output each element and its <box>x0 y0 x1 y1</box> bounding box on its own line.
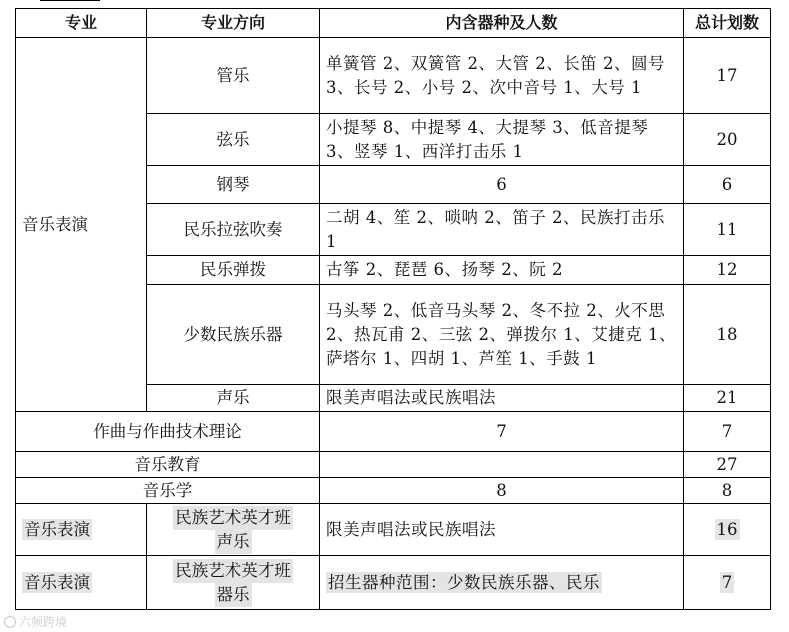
header-direction: 专业方向 <box>147 9 320 38</box>
table-row <box>16 412 771 452</box>
major-cell: 音乐表演 <box>16 38 147 412</box>
direction-cell: 民乐拉弦吹奏 <box>147 204 320 256</box>
table-row <box>16 38 771 114</box>
enrollment-plan-table <box>15 8 771 610</box>
total-cell <box>684 504 771 556</box>
direction-cell <box>147 556 320 610</box>
header-major: 专业 <box>16 9 147 38</box>
direction-line2: 器乐 <box>215 583 252 607</box>
instruments-cell: 6 <box>320 166 684 204</box>
total-cell: 8 <box>684 478 771 504</box>
table-row <box>16 504 771 556</box>
direction-line1: 民族艺术英才班 <box>173 506 293 530</box>
instruments-cell <box>320 556 684 610</box>
total-cell: 20 <box>684 114 771 166</box>
instruments-cell: 小提琴 8、中提琴 4、大提琴 3、低音提琴 3、竖琴 1、西洋打击乐 1 <box>320 114 684 166</box>
header-total: 总计划数 <box>684 9 771 38</box>
total-cell: 21 <box>684 385 771 412</box>
instruments-cell: 二胡 4、笙 2、唢呐 2、笛子 2、民族打击乐 1 <box>320 204 684 256</box>
instruments-cell <box>320 452 684 478</box>
table-row <box>16 478 771 504</box>
watermark-text: 六频跨境 <box>19 615 68 629</box>
total-cell: 12 <box>684 256 771 285</box>
instruments-cell: 古筝 2、琵琶 6、扬琴 2、阮 2 <box>320 256 684 285</box>
direction-cell: 管乐 <box>147 38 320 114</box>
direction-line2: 声乐 <box>215 530 252 554</box>
major-cell <box>16 556 147 610</box>
major-cell: 音乐教育 <box>16 452 320 478</box>
major-label: 音乐表演 <box>24 572 90 592</box>
total-cell: 17 <box>684 38 771 114</box>
direction-cell: 少数民族乐器 <box>147 285 320 385</box>
total-cell: 6 <box>684 166 771 204</box>
instruments-cell: 8 <box>320 478 684 504</box>
direction-cell <box>147 504 320 556</box>
header-instruments: 内含器种及人数 <box>320 9 684 38</box>
instruments-cell: 单簧管 2、双簧管 2、大管 2、长笛 2、圆号 3、长号 2、小号 2、次中音号 1、大号 1 <box>320 38 684 114</box>
direction-line1: 民族艺术英才班 <box>173 559 293 583</box>
total-value: 16 <box>716 519 738 539</box>
major-cell <box>16 504 147 556</box>
table-row <box>16 452 771 478</box>
instruments-cell: 7 <box>320 412 684 452</box>
total-value: 7 <box>721 572 733 592</box>
table-row <box>16 556 771 610</box>
instruments-cell: 限美声唱法或民族唱法 <box>320 385 684 412</box>
header-row <box>16 9 771 38</box>
total-cell: 7 <box>684 412 771 452</box>
instruments-cell: 马头琴 2、低音马头琴 2、冬不拉 2、火不思 2、热瓦甫 2、三弦 2、弹拨尔 1、艾捷克 1、萨塔尔 1、四胡 1、芦笙 1、手鼓 1 <box>320 285 684 385</box>
major-cell: 音乐学 <box>16 478 320 504</box>
total-cell: 18 <box>684 285 771 385</box>
watermark <box>4 613 67 630</box>
instruments-value: 招生器种范围：少数民族乐器、民乐 <box>328 572 600 592</box>
instruments-cell: 限美声唱法或民族唱法 <box>320 504 684 556</box>
watermark-logo-icon <box>4 616 16 628</box>
major-label: 音乐表演 <box>24 519 90 539</box>
total-cell: 27 <box>684 452 771 478</box>
total-cell <box>684 556 771 610</box>
total-cell: 11 <box>684 204 771 256</box>
direction-cell: 声乐 <box>147 385 320 412</box>
previous-table-border <box>40 0 100 7</box>
direction-cell: 弦乐 <box>147 114 320 166</box>
direction-cell: 民乐弹拨 <box>147 256 320 285</box>
direction-cell: 钢琴 <box>147 166 320 204</box>
major-cell: 作曲与作曲技术理论 <box>16 412 320 452</box>
